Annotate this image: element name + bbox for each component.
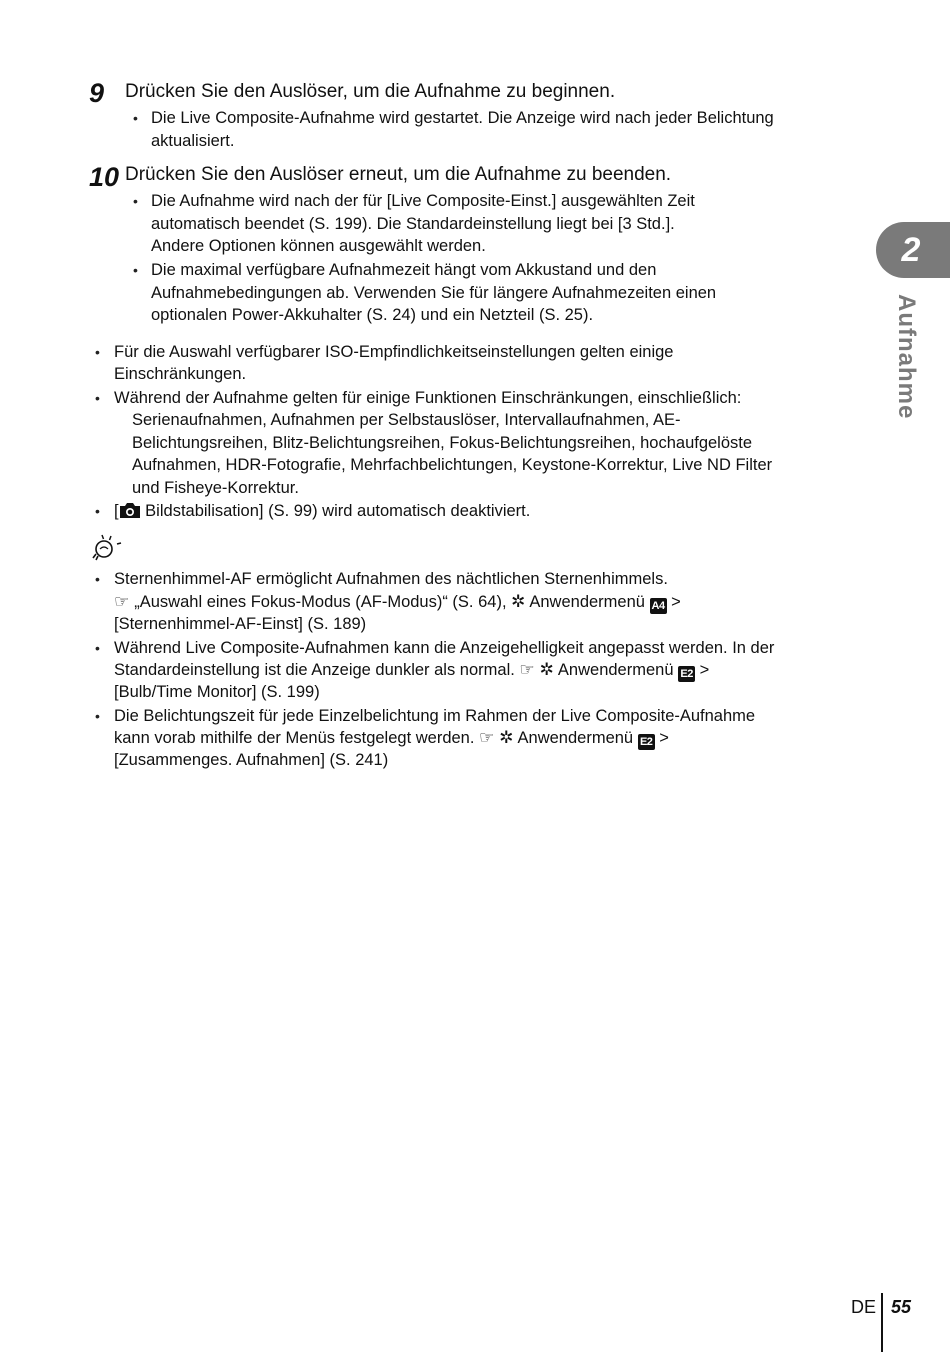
caution-line: Für die Auswahl verfügbarer ISO-Empfindlichkeitseinstellungen gelten einige [114,343,674,361]
bullet-dot: • [133,110,138,126]
caution-line: Serienaufnahmen, Aufnahmen per Selbstauslöser, Intervallaufnahmen, AE- [132,411,681,429]
footer-divider [881,1293,883,1352]
step-bullet-line: automatisch beendet (S. 199). Die Standardeinstellung liegt bei [3 Std.]. [151,215,675,233]
gear-icon: ✲ [499,728,514,747]
caution-line [114,500,530,526]
step-bullet-line: aktualisiert. [151,132,235,150]
bullet-dot: • [95,503,100,519]
step-bullet-line: optionalen Power-Akkuhalter (S. 24) und ein Netzteil (S. 25). [151,306,594,324]
tip-line [114,659,709,682]
gear-icon: ✲ [539,660,554,679]
caution-line: und Fisheye-Korrektur. [132,479,299,497]
reference-hand-icon: ☞ [519,660,534,679]
caution-line: Aufnahmen, HDR-Fotografie, Mehrfachbelichtungen, Keystone-Korrektur, Live ND Filter [132,456,773,474]
tip-line: Sternenhimmel-AF ermöglicht Aufnahmen des nächtlichen Sternenhimmels. [114,570,668,588]
step-title: Drücken Sie den Auslöser erneut, um die Aufnahme zu beenden. [125,164,672,185]
bullet-dot: • [95,390,100,406]
tip-line: [Zusammenges. Aufnahmen] (S. 241) [114,751,389,769]
tip-text: Standardeinstellung ist die Anzeige dunkler als normal. [114,661,520,679]
tip-line [114,591,681,614]
step-number: 10 [89,162,120,192]
reference-hand-icon: ☞ [479,728,494,747]
step-bullet-line: Die maximal verfügbare Aufnahmezeit hängt vom Akkustand und den [151,261,657,279]
bullet-dot: • [133,262,138,278]
tip-text: > [695,661,710,679]
page-number: 55 [891,1297,912,1317]
tip-line: Die Belichtungszeit für jede Einzelbelichtung im Rahmen der Live Composite-Aufnahme [114,707,756,725]
tip-text: > [654,729,669,747]
bullet-dot: • [95,640,100,656]
step-number: 9 [89,78,105,108]
tip-text: > [666,593,681,611]
caution-text: [ [114,502,119,520]
tip-line: [Sternenhimmel-AF-Einst] (S. 189) [114,615,367,633]
camera-icon [119,501,141,526]
step-bullet-line: Die Live Composite-Aufnahme wird gestartet. Die Anzeige wird nach jeder Belichtung [151,109,774,127]
tip-text: „Auswahl eines Fokus-Modus (AF-Modus)“ (S. 64), [134,593,512,611]
step-bullet-line: Andere Optionen können ausgewählt werden. [151,237,486,255]
caution-text: Bildstabilisation] (S. 99) wird automatisch deaktiviert. [140,502,531,520]
caution-line: Belichtungsreihen, Blitz-Belichtungsreihen, Fokus-Belichtungsreihen, hochaufgelöste [132,434,753,452]
language-code: DE [851,1297,877,1317]
lightbulb-tip-icon [90,533,124,568]
tip-line [114,727,669,750]
tip-line: Während Live Composite-Aufnahmen kann die Anzeigehelligkeit angepasst werden. In der [114,639,775,657]
reference-hand-icon: ☞ [114,592,129,611]
chapter-label: Aufnahme [893,294,920,420]
tip-text: kann vorab mithilfe der Menüs festgelegt werden. [114,729,480,747]
tip-text: Anwendermenü [517,729,638,747]
tip-line: [Bulb/Time Monitor] (S. 199) [114,683,320,701]
tip-text: Anwendermenü [529,593,650,611]
bullet-dot: • [95,708,100,724]
chapter-number: 2 [901,231,921,269]
menu-tab-badge: E2 [638,734,655,750]
menu-tab-badge: E2 [678,666,695,682]
step-title: Drücken Sie den Auslöser, um die Aufnahme zu beginnen. [125,81,616,102]
gear-icon: ✲ [511,592,526,611]
menu-tab-badge: A4 [651,600,665,612]
caution-line: Einschränkungen. [114,365,247,383]
bullet-dot: • [95,571,100,587]
step-bullet-line: Die Aufnahme wird nach der für [Live Composite-Einst.] ausgewählten Zeit [151,192,695,210]
tip-text: Anwendermenü [557,661,679,679]
caution-line: Während der Aufnahme gelten für einige Funktionen Einschränkungen, einschließlich: [114,389,742,407]
bullet-dot: • [133,193,138,209]
step-bullet-line: Aufnahmebedingungen ab. Verwenden Sie für längere Aufnahmezeiten einen [151,284,717,302]
bullet-dot: • [95,344,100,360]
